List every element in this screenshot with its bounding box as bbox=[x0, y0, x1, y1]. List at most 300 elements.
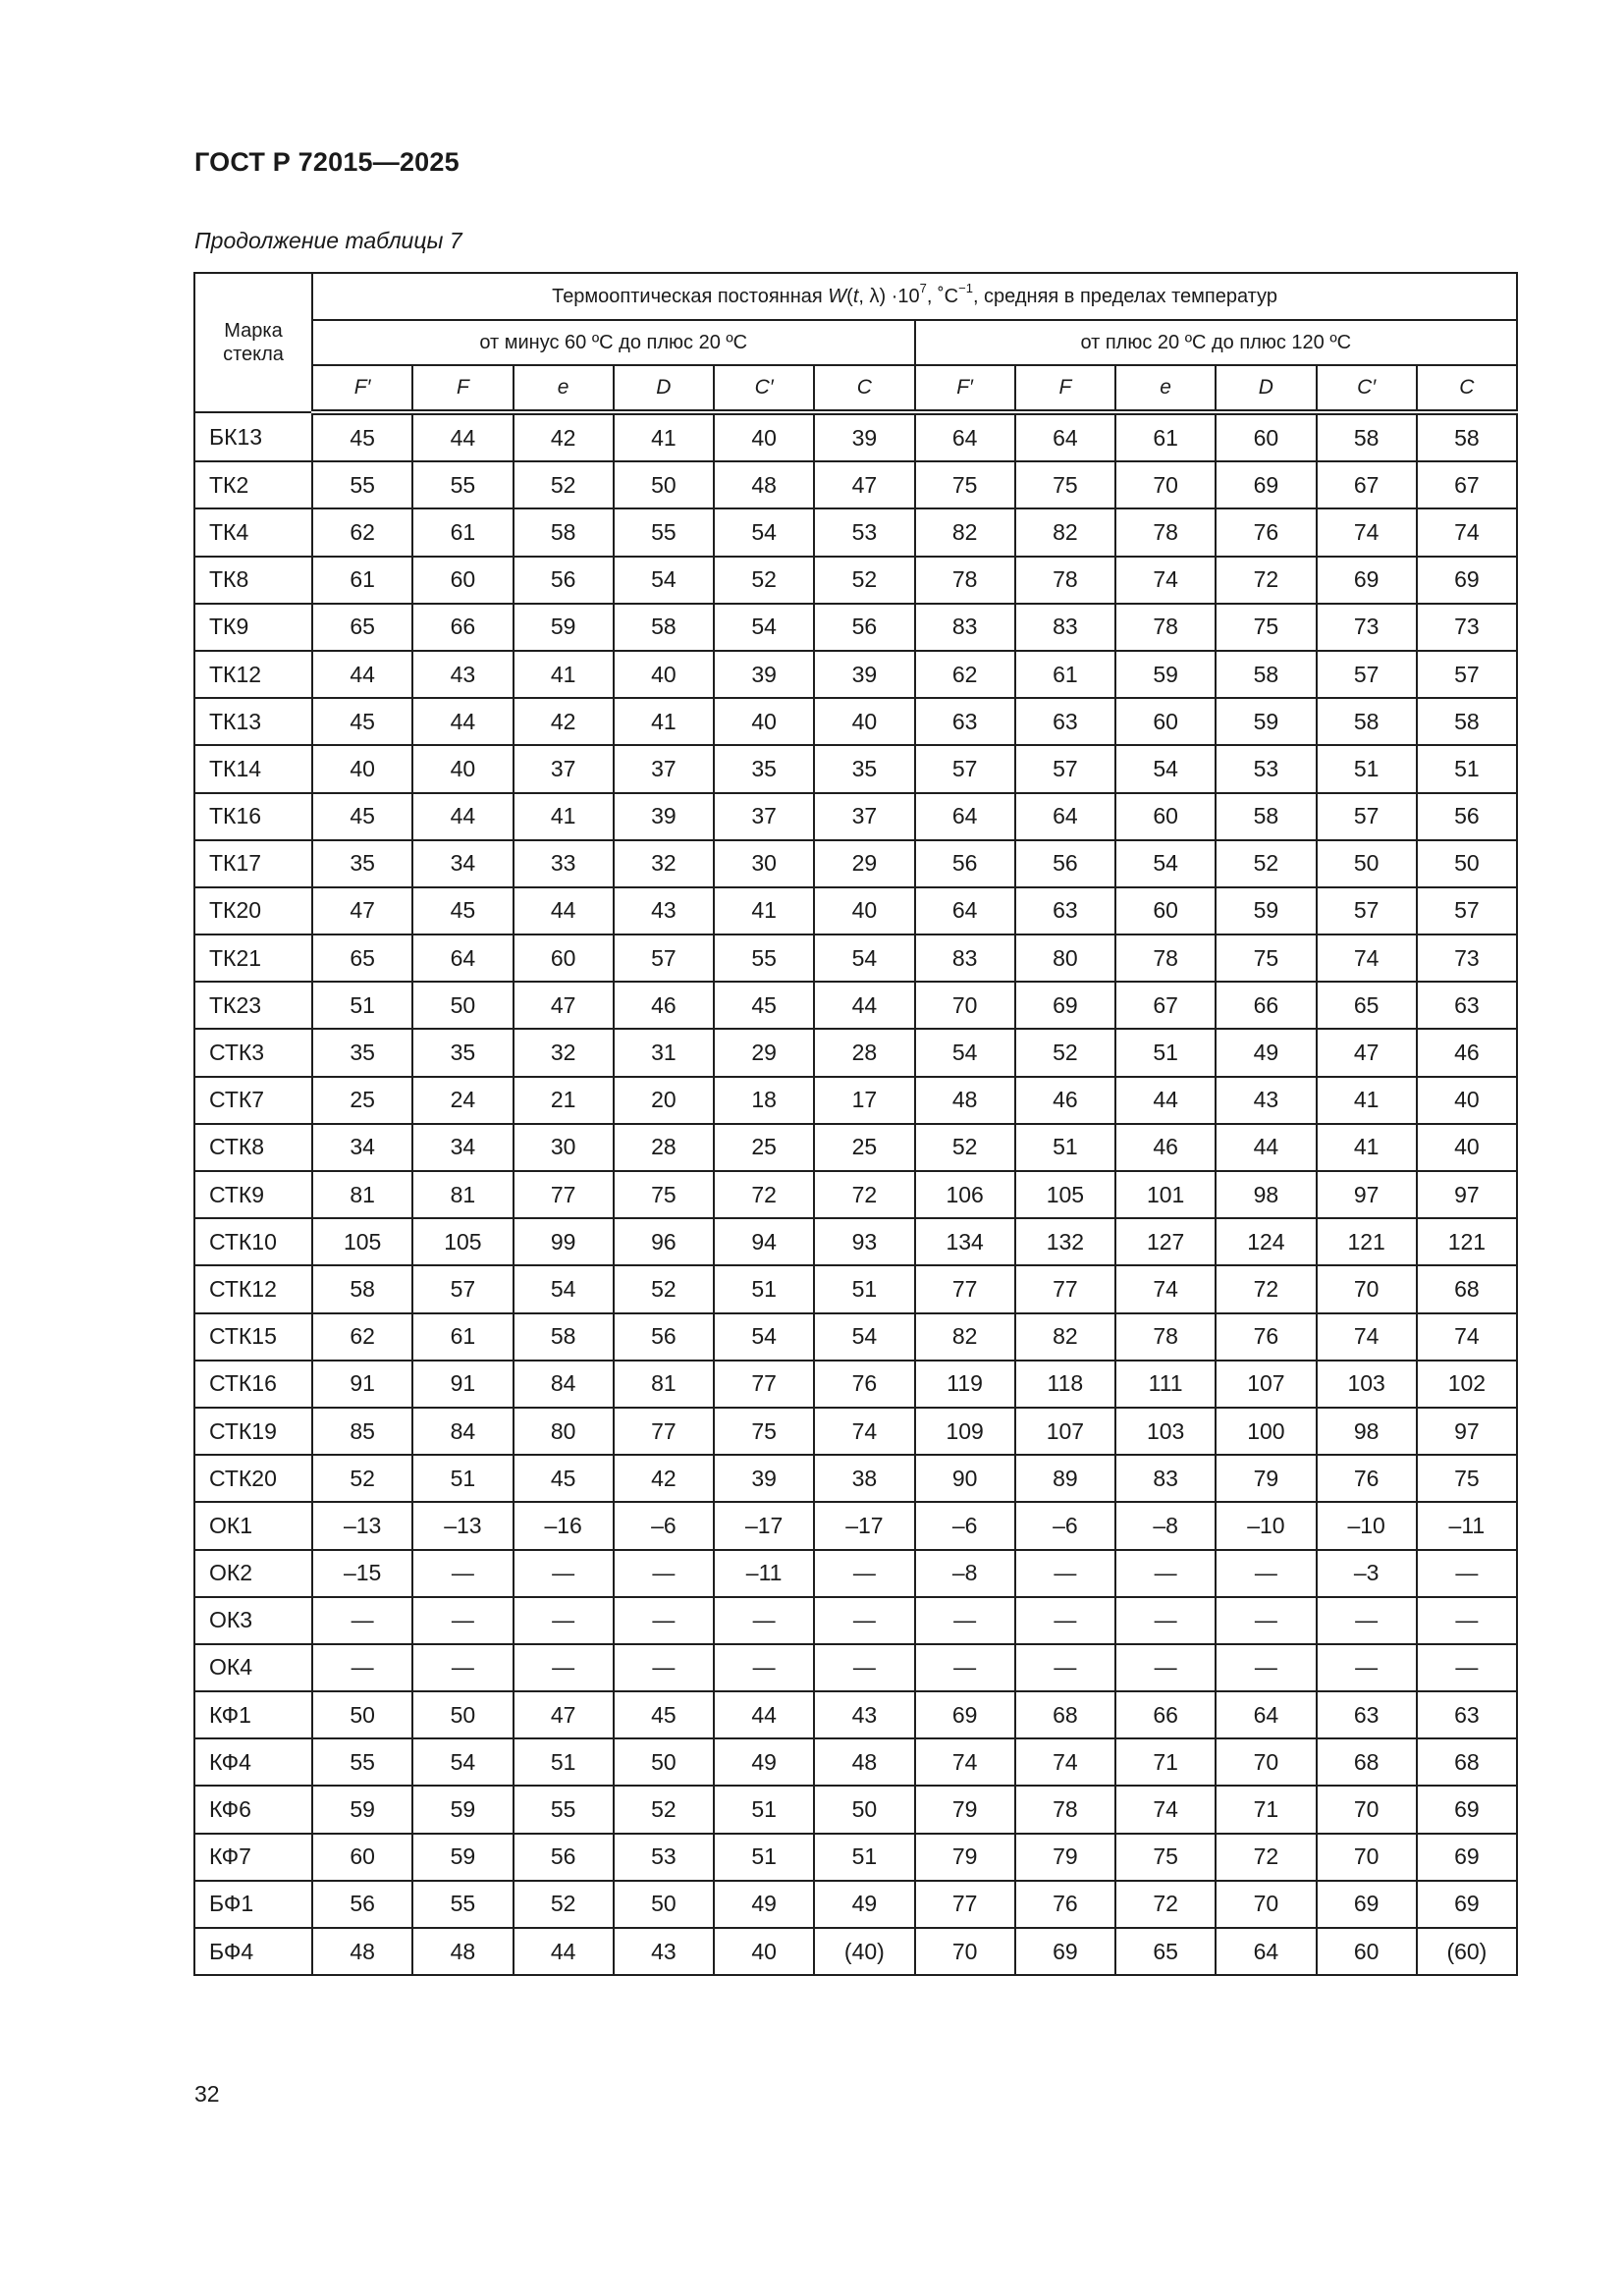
value-cell: 63 bbox=[1417, 1691, 1517, 1738]
value-cell: 50 bbox=[1417, 840, 1517, 887]
value-cell: 46 bbox=[1115, 1124, 1216, 1171]
value-cell: 39 bbox=[814, 651, 914, 698]
value-cell: 63 bbox=[915, 698, 1015, 745]
table-caption: Продолжение таблицы 7 bbox=[194, 228, 462, 253]
value-cell: 77 bbox=[1015, 1265, 1115, 1312]
value-cell: 58 bbox=[1216, 793, 1316, 840]
value-cell: 74 bbox=[1115, 1265, 1216, 1312]
value-cell: 51 bbox=[1317, 745, 1417, 792]
value-cell: 61 bbox=[312, 557, 412, 604]
value-cell: 97 bbox=[1417, 1408, 1517, 1455]
value-cell: 65 bbox=[312, 934, 412, 982]
glass-mark-cell: СТК20 bbox=[194, 1455, 312, 1502]
value-cell: 75 bbox=[1216, 604, 1316, 651]
value-cell: 42 bbox=[614, 1455, 714, 1502]
value-cell: 107 bbox=[1216, 1361, 1316, 1408]
value-cell: 75 bbox=[915, 461, 1015, 508]
value-cell: 52 bbox=[614, 1265, 714, 1312]
value-cell: 72 bbox=[1216, 557, 1316, 604]
value-cell: 134 bbox=[915, 1218, 1015, 1265]
value-cell: 50 bbox=[814, 1786, 914, 1833]
value-cell: 56 bbox=[915, 840, 1015, 887]
value-cell: 60 bbox=[412, 557, 513, 604]
value-cell: 47 bbox=[514, 982, 614, 1029]
value-cell: 44 bbox=[412, 793, 513, 840]
value-cell: 74 bbox=[1317, 508, 1417, 556]
value-cell: 44 bbox=[714, 1691, 814, 1738]
value-cell: 59 bbox=[1216, 698, 1316, 745]
value-cell: 57 bbox=[1317, 651, 1417, 698]
value-cell: 74 bbox=[1015, 1738, 1115, 1786]
value-cell: 41 bbox=[614, 412, 714, 461]
value-cell: — bbox=[814, 1644, 914, 1691]
value-cell: — bbox=[1216, 1550, 1316, 1597]
value-cell: 51 bbox=[814, 1265, 914, 1312]
value-cell: — bbox=[514, 1550, 614, 1597]
value-cell: 44 bbox=[814, 982, 914, 1029]
value-cell: 60 bbox=[1216, 412, 1316, 461]
value-cell: 52 bbox=[1216, 840, 1316, 887]
value-cell: 39 bbox=[614, 793, 714, 840]
value-cell: 51 bbox=[814, 1834, 914, 1881]
value-cell: 59 bbox=[412, 1786, 513, 1833]
table-row bbox=[194, 1502, 1517, 1549]
value-cell: (60) bbox=[1417, 1928, 1517, 1975]
value-cell: 54 bbox=[714, 508, 814, 556]
value-cell: 44 bbox=[1216, 1124, 1316, 1171]
value-cell: 40 bbox=[614, 651, 714, 698]
value-cell: 72 bbox=[714, 1171, 814, 1218]
value-cell: 65 bbox=[312, 604, 412, 651]
value-cell: 118 bbox=[1015, 1361, 1115, 1408]
table-row bbox=[194, 793, 1517, 840]
value-cell: 65 bbox=[1317, 982, 1417, 1029]
value-cell: 61 bbox=[1115, 412, 1216, 461]
value-cell: 41 bbox=[1317, 1077, 1417, 1124]
value-cell: 25 bbox=[312, 1077, 412, 1124]
value-cell: 60 bbox=[514, 934, 614, 982]
value-cell: 69 bbox=[1417, 1881, 1517, 1928]
value-cell: 38 bbox=[814, 1455, 914, 1502]
value-cell: — bbox=[514, 1644, 614, 1691]
value-cell: 50 bbox=[614, 1738, 714, 1786]
value-cell: 89 bbox=[1015, 1455, 1115, 1502]
value-cell: 18 bbox=[714, 1077, 814, 1124]
value-cell: 54 bbox=[714, 604, 814, 651]
value-cell: 78 bbox=[1015, 1786, 1115, 1833]
value-cell: 57 bbox=[915, 745, 1015, 792]
value-cell: 50 bbox=[412, 982, 513, 1029]
value-cell: 64 bbox=[1216, 1691, 1316, 1738]
value-cell: — bbox=[614, 1550, 714, 1597]
glass-mark-cell: СТК16 bbox=[194, 1361, 312, 1408]
value-cell: 105 bbox=[1015, 1171, 1115, 1218]
glass-mark-cell: ОК2 bbox=[194, 1550, 312, 1597]
value-cell: 76 bbox=[1015, 1881, 1115, 1928]
table-row bbox=[194, 1550, 1517, 1597]
value-cell: 68 bbox=[1417, 1265, 1517, 1312]
value-cell: 60 bbox=[312, 1834, 412, 1881]
value-cell: 106 bbox=[915, 1171, 1015, 1218]
value-cell: 56 bbox=[312, 1881, 412, 1928]
value-cell: 75 bbox=[714, 1408, 814, 1455]
value-cell: 103 bbox=[1317, 1361, 1417, 1408]
value-cell: 37 bbox=[714, 793, 814, 840]
value-cell: 55 bbox=[312, 461, 412, 508]
value-cell: 62 bbox=[915, 651, 1015, 698]
value-cell: 66 bbox=[412, 604, 513, 651]
value-cell: 44 bbox=[1115, 1077, 1216, 1124]
spectral-line-header: C′ bbox=[1317, 365, 1417, 412]
value-cell: 60 bbox=[1115, 698, 1216, 745]
value-cell: — bbox=[814, 1597, 914, 1644]
value-cell: 75 bbox=[1417, 1455, 1517, 1502]
value-cell: 63 bbox=[1015, 698, 1115, 745]
value-cell: 60 bbox=[1115, 793, 1216, 840]
value-cell: 29 bbox=[814, 840, 914, 887]
value-cell: –6 bbox=[1015, 1502, 1115, 1549]
value-cell: 71 bbox=[1216, 1786, 1316, 1833]
spectral-line-header: C bbox=[814, 365, 914, 412]
value-cell: 76 bbox=[1317, 1455, 1417, 1502]
value-cell: — bbox=[915, 1644, 1015, 1691]
value-cell: 76 bbox=[814, 1361, 914, 1408]
value-cell: 124 bbox=[1216, 1218, 1316, 1265]
table-row bbox=[194, 604, 1517, 651]
value-cell: 57 bbox=[1317, 793, 1417, 840]
value-cell: 121 bbox=[1417, 1218, 1517, 1265]
table-row bbox=[194, 934, 1517, 982]
value-cell: 51 bbox=[1417, 745, 1517, 792]
value-cell: 77 bbox=[915, 1265, 1015, 1312]
value-cell: 94 bbox=[714, 1218, 814, 1265]
value-cell: 56 bbox=[1417, 793, 1517, 840]
glass-mark-cell: ТК20 bbox=[194, 887, 312, 934]
value-cell: 56 bbox=[614, 1313, 714, 1361]
value-cell: 111 bbox=[1115, 1361, 1216, 1408]
value-cell: 98 bbox=[1317, 1408, 1417, 1455]
value-cell: 79 bbox=[915, 1834, 1015, 1881]
value-cell: 60 bbox=[1317, 1928, 1417, 1975]
value-cell: 69 bbox=[1216, 461, 1316, 508]
value-cell: 35 bbox=[714, 745, 814, 792]
value-cell: 64 bbox=[1015, 793, 1115, 840]
value-cell: 68 bbox=[1317, 1738, 1417, 1786]
value-cell: 52 bbox=[312, 1455, 412, 1502]
value-cell: 51 bbox=[514, 1738, 614, 1786]
value-cell: — bbox=[412, 1550, 513, 1597]
value-cell: 33 bbox=[514, 840, 614, 887]
value-cell: 52 bbox=[514, 461, 614, 508]
value-cell: 43 bbox=[412, 651, 513, 698]
value-cell: 67 bbox=[1417, 461, 1517, 508]
table-row bbox=[194, 887, 1517, 934]
document-code: ГОСТ Р 72015—2025 bbox=[194, 147, 460, 177]
value-cell: — bbox=[514, 1597, 614, 1644]
value-cell: 58 bbox=[312, 1265, 412, 1312]
value-cell: 78 bbox=[1015, 557, 1115, 604]
value-cell: 71 bbox=[1115, 1738, 1216, 1786]
value-cell: 73 bbox=[1417, 934, 1517, 982]
value-cell: –11 bbox=[1417, 1502, 1517, 1549]
value-cell: 50 bbox=[412, 1691, 513, 1738]
glass-mark-cell: ТК21 bbox=[194, 934, 312, 982]
table-row bbox=[194, 1644, 1517, 1691]
value-cell: 45 bbox=[514, 1455, 614, 1502]
glass-mark-header: Марка стекла bbox=[194, 273, 312, 412]
table-row bbox=[194, 508, 1517, 556]
value-cell: 50 bbox=[312, 1691, 412, 1738]
range-header-low: от минус 60 ºС до плюс 20 ºС bbox=[312, 320, 915, 365]
glass-mark-cell: СТК7 bbox=[194, 1077, 312, 1124]
value-cell: 77 bbox=[614, 1408, 714, 1455]
value-cell: 51 bbox=[714, 1786, 814, 1833]
value-cell: 70 bbox=[1317, 1265, 1417, 1312]
glass-mark-cell: СТК19 bbox=[194, 1408, 312, 1455]
value-cell: 64 bbox=[915, 412, 1015, 461]
value-cell: 40 bbox=[814, 698, 914, 745]
table-row bbox=[194, 1597, 1517, 1644]
value-cell: 45 bbox=[312, 412, 412, 461]
value-cell: 61 bbox=[412, 508, 513, 556]
value-cell: — bbox=[1417, 1644, 1517, 1691]
value-cell: 67 bbox=[1317, 461, 1417, 508]
value-cell: 57 bbox=[1417, 651, 1517, 698]
value-cell: 85 bbox=[312, 1408, 412, 1455]
glass-mark-cell: ТК13 bbox=[194, 698, 312, 745]
value-cell: 100 bbox=[1216, 1408, 1316, 1455]
table-row bbox=[194, 1313, 1517, 1361]
value-cell: 54 bbox=[1115, 745, 1216, 792]
table-row bbox=[194, 840, 1517, 887]
value-cell: 73 bbox=[1317, 604, 1417, 651]
value-cell: 40 bbox=[714, 412, 814, 461]
value-cell: 72 bbox=[1216, 1834, 1316, 1881]
value-cell: 81 bbox=[614, 1361, 714, 1408]
value-cell: 74 bbox=[1115, 1786, 1216, 1833]
value-cell: 58 bbox=[614, 604, 714, 651]
value-cell: 78 bbox=[1115, 934, 1216, 982]
value-cell: 69 bbox=[1417, 557, 1517, 604]
value-cell: 34 bbox=[412, 840, 513, 887]
value-cell: 75 bbox=[614, 1171, 714, 1218]
value-cell: — bbox=[714, 1597, 814, 1644]
value-cell: 52 bbox=[1015, 1029, 1115, 1076]
value-cell: 51 bbox=[312, 982, 412, 1029]
value-cell: 69 bbox=[1015, 982, 1115, 1029]
value-cell: — bbox=[1015, 1597, 1115, 1644]
value-cell: 48 bbox=[714, 461, 814, 508]
value-cell: 51 bbox=[714, 1265, 814, 1312]
value-cell: 66 bbox=[1115, 1691, 1216, 1738]
value-cell: 42 bbox=[514, 412, 614, 461]
value-cell: 64 bbox=[915, 887, 1015, 934]
value-cell: 54 bbox=[614, 557, 714, 604]
value-cell: 52 bbox=[714, 557, 814, 604]
value-cell: 68 bbox=[1015, 1691, 1115, 1738]
value-cell: 59 bbox=[514, 604, 614, 651]
thermo-optic-constant-table bbox=[193, 272, 1518, 1976]
value-cell: 72 bbox=[1115, 1881, 1216, 1928]
value-cell: –6 bbox=[915, 1502, 1015, 1549]
glass-mark-cell: ТК23 bbox=[194, 982, 312, 1029]
value-cell: 32 bbox=[614, 840, 714, 887]
value-cell: 48 bbox=[412, 1928, 513, 1975]
value-cell: 69 bbox=[1317, 557, 1417, 604]
value-cell: 55 bbox=[412, 461, 513, 508]
glass-mark-cell: КФ4 bbox=[194, 1738, 312, 1786]
value-cell: 52 bbox=[614, 1786, 714, 1833]
value-cell: 45 bbox=[312, 698, 412, 745]
value-cell: 72 bbox=[1216, 1265, 1316, 1312]
value-cell: 54 bbox=[412, 1738, 513, 1786]
value-cell: 70 bbox=[1317, 1786, 1417, 1833]
glass-mark-cell: СТК10 bbox=[194, 1218, 312, 1265]
value-cell: 83 bbox=[1015, 604, 1115, 651]
value-cell: 83 bbox=[915, 604, 1015, 651]
value-cell: 50 bbox=[614, 461, 714, 508]
table-row bbox=[194, 1029, 1517, 1076]
value-cell: 41 bbox=[514, 793, 614, 840]
range-header-high: от плюс 20 ºС до плюс 120 ºС bbox=[915, 320, 1518, 365]
table-row bbox=[194, 1124, 1517, 1171]
value-cell: — bbox=[1216, 1644, 1316, 1691]
table-row bbox=[194, 982, 1517, 1029]
value-cell: 41 bbox=[714, 887, 814, 934]
spectral-line-header: C bbox=[1417, 365, 1517, 412]
value-cell: 49 bbox=[1216, 1029, 1316, 1076]
value-cell: 55 bbox=[714, 934, 814, 982]
glass-mark-cell: ТК8 bbox=[194, 557, 312, 604]
value-cell: 51 bbox=[714, 1834, 814, 1881]
value-cell: 45 bbox=[412, 887, 513, 934]
value-cell: 70 bbox=[1216, 1738, 1316, 1786]
value-cell: 58 bbox=[514, 1313, 614, 1361]
value-cell: 62 bbox=[312, 1313, 412, 1361]
value-cell: 40 bbox=[312, 745, 412, 792]
value-cell: 46 bbox=[1417, 1029, 1517, 1076]
value-cell: 81 bbox=[412, 1171, 513, 1218]
value-cell: 105 bbox=[412, 1218, 513, 1265]
value-cell: — bbox=[312, 1644, 412, 1691]
value-cell: 74 bbox=[1417, 508, 1517, 556]
value-cell: 50 bbox=[1317, 840, 1417, 887]
value-cell: — bbox=[312, 1597, 412, 1644]
value-cell: — bbox=[614, 1597, 714, 1644]
value-cell: 59 bbox=[1115, 651, 1216, 698]
value-cell: 77 bbox=[514, 1171, 614, 1218]
value-cell: 49 bbox=[714, 1881, 814, 1928]
value-cell: 64 bbox=[1216, 1928, 1316, 1975]
value-cell: — bbox=[1317, 1644, 1417, 1691]
value-cell: 70 bbox=[1216, 1881, 1316, 1928]
glass-mark-cell: СТК8 bbox=[194, 1124, 312, 1171]
value-cell: 37 bbox=[814, 793, 914, 840]
value-cell: 52 bbox=[514, 1881, 614, 1928]
table-row bbox=[194, 1881, 1517, 1928]
value-cell: 58 bbox=[514, 508, 614, 556]
glass-mark-cell: ТК14 bbox=[194, 745, 312, 792]
glass-mark-cell: СТК12 bbox=[194, 1265, 312, 1312]
value-cell: 56 bbox=[514, 1834, 614, 1881]
value-cell: 58 bbox=[1216, 651, 1316, 698]
value-cell: 40 bbox=[1417, 1124, 1517, 1171]
value-cell: 57 bbox=[1317, 887, 1417, 934]
value-cell: –17 bbox=[814, 1502, 914, 1549]
value-cell: –16 bbox=[514, 1502, 614, 1549]
value-cell: 70 bbox=[1115, 461, 1216, 508]
value-cell: 96 bbox=[614, 1218, 714, 1265]
value-cell: 77 bbox=[915, 1881, 1015, 1928]
value-cell: 47 bbox=[312, 887, 412, 934]
value-cell: 63 bbox=[1015, 887, 1115, 934]
value-cell: –15 bbox=[312, 1550, 412, 1597]
value-cell: 64 bbox=[1015, 412, 1115, 461]
glass-mark-cell: ТК2 bbox=[194, 461, 312, 508]
value-cell: 75 bbox=[1015, 461, 1115, 508]
value-cell: 25 bbox=[814, 1124, 914, 1171]
value-cell: (40) bbox=[814, 1928, 914, 1975]
value-cell: 17 bbox=[814, 1077, 914, 1124]
value-cell: — bbox=[1115, 1597, 1216, 1644]
value-cell: 61 bbox=[1015, 651, 1115, 698]
value-cell: 35 bbox=[312, 1029, 412, 1076]
table-row bbox=[194, 1455, 1517, 1502]
value-cell: 52 bbox=[814, 557, 914, 604]
value-cell: 52 bbox=[915, 1124, 1015, 1171]
spectral-line-header: D bbox=[1216, 365, 1316, 412]
value-cell: 54 bbox=[714, 1313, 814, 1361]
value-cell: 32 bbox=[514, 1029, 614, 1076]
value-cell: 29 bbox=[714, 1029, 814, 1076]
value-cell: 56 bbox=[1015, 840, 1115, 887]
value-cell: 39 bbox=[714, 1455, 814, 1502]
value-cell: 63 bbox=[1317, 1691, 1417, 1738]
value-cell: 59 bbox=[312, 1786, 412, 1833]
glass-mark-cell: КФ7 bbox=[194, 1834, 312, 1881]
value-cell: 74 bbox=[915, 1738, 1015, 1786]
value-cell: 44 bbox=[312, 651, 412, 698]
glass-mark-cell: ОК4 bbox=[194, 1644, 312, 1691]
value-cell: 103 bbox=[1115, 1408, 1216, 1455]
table-row bbox=[194, 1408, 1517, 1455]
value-cell: 97 bbox=[1317, 1171, 1417, 1218]
spectral-line-header: F bbox=[1015, 365, 1115, 412]
value-cell: 119 bbox=[915, 1361, 1015, 1408]
value-cell: 67 bbox=[1115, 982, 1216, 1029]
value-cell: 62 bbox=[312, 508, 412, 556]
glass-mark-cell: СТК9 bbox=[194, 1171, 312, 1218]
value-cell: — bbox=[1015, 1550, 1115, 1597]
value-cell: 46 bbox=[614, 982, 714, 1029]
value-cell: 74 bbox=[1115, 557, 1216, 604]
value-cell: 35 bbox=[312, 840, 412, 887]
value-cell: 64 bbox=[412, 934, 513, 982]
value-cell: 127 bbox=[1115, 1218, 1216, 1265]
table-row bbox=[194, 1834, 1517, 1881]
value-cell: 82 bbox=[1015, 508, 1115, 556]
value-cell: 74 bbox=[1317, 934, 1417, 982]
value-cell: 43 bbox=[1216, 1077, 1316, 1124]
value-cell: — bbox=[1115, 1644, 1216, 1691]
glass-mark-cell: БФ1 bbox=[194, 1881, 312, 1928]
value-cell: 34 bbox=[412, 1124, 513, 1171]
value-cell: 105 bbox=[312, 1218, 412, 1265]
value-cell: 44 bbox=[412, 412, 513, 461]
value-cell: 90 bbox=[915, 1455, 1015, 1502]
value-cell: 69 bbox=[1417, 1786, 1517, 1833]
value-cell: 25 bbox=[714, 1124, 814, 1171]
